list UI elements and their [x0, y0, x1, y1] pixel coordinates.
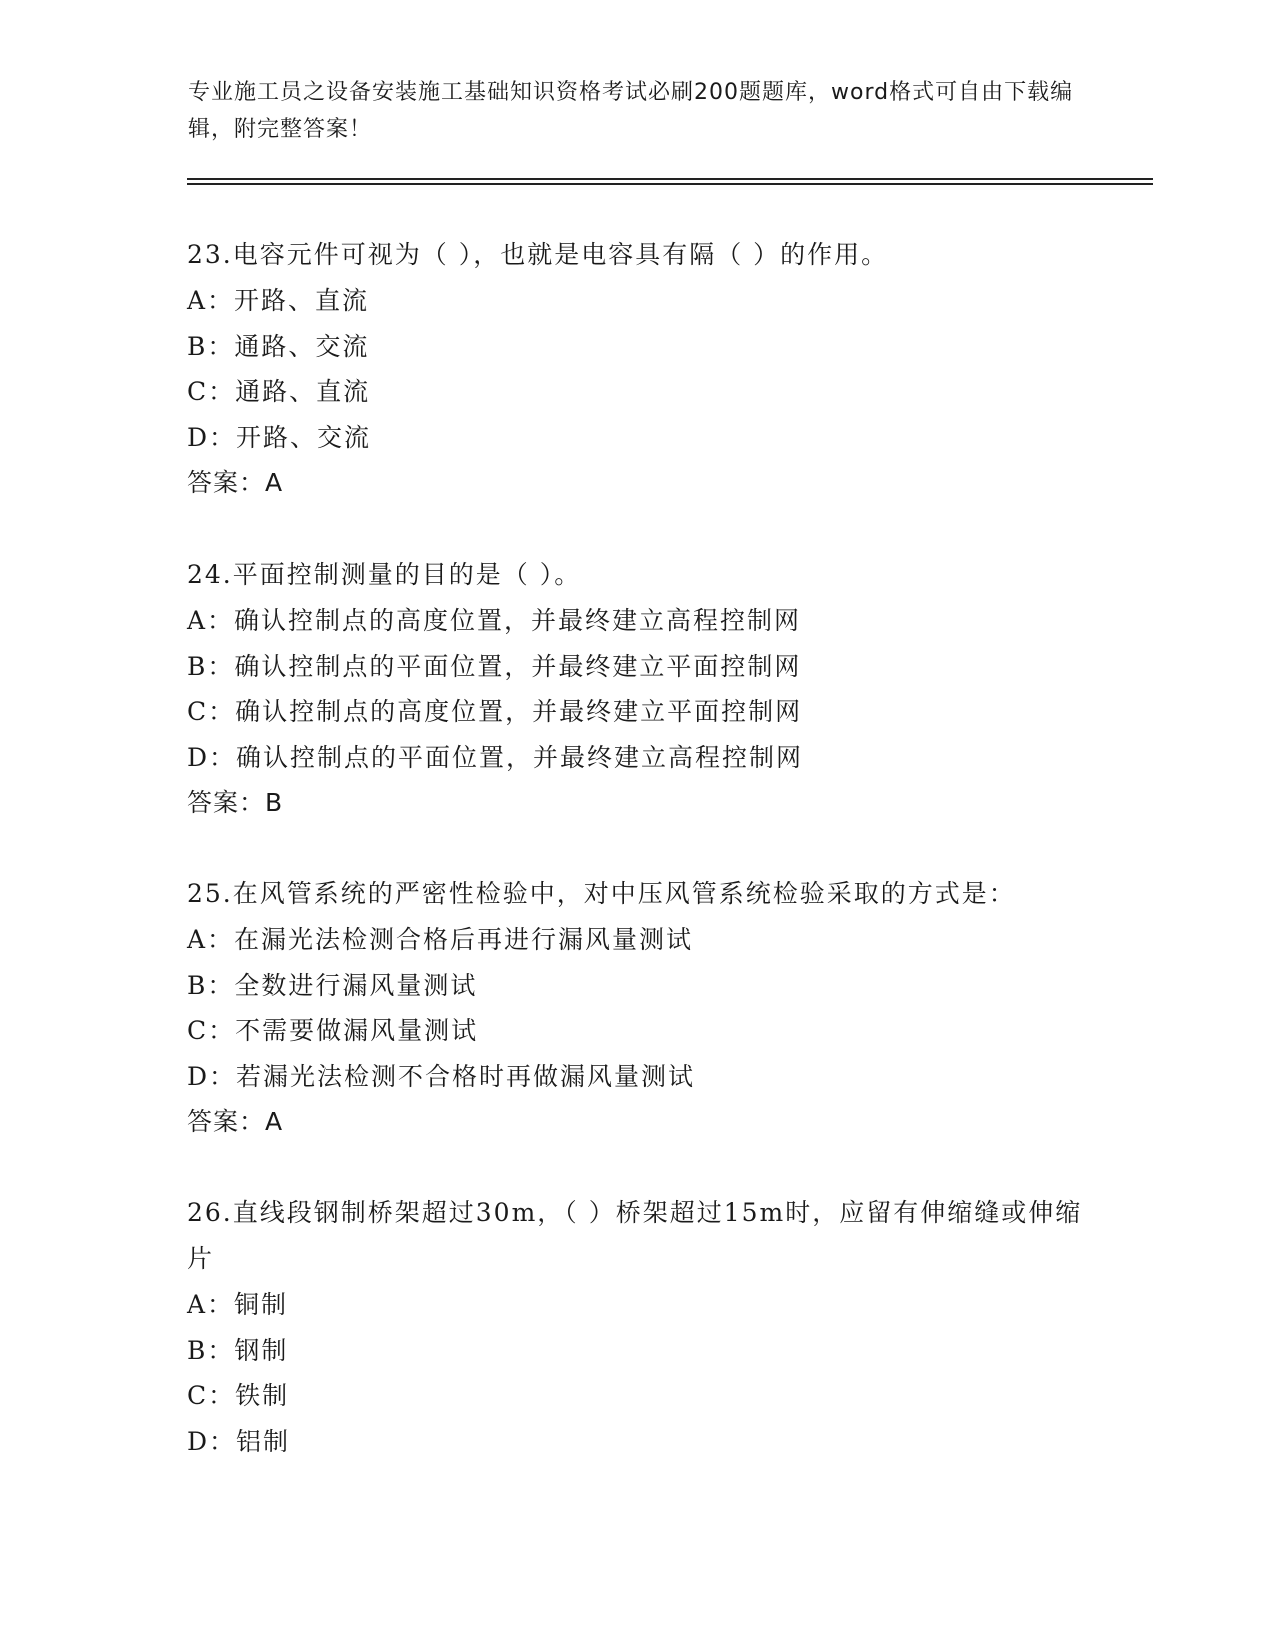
option-a: A：铜制 [187, 1290, 289, 1319]
option-c: C：不需要做漏风量测试 [187, 1016, 479, 1045]
option-d: D：若漏光法检测不合格时再做漏风量测试 [187, 1061, 696, 1091]
question-25 [187, 871, 1087, 1145]
question-26 [187, 1190, 1087, 1464]
answer: 答案：A [187, 468, 284, 497]
option-a: A：确认控制点的高度位置，并最终建立高程控制网 [187, 606, 802, 635]
option-b: B：通路、交流 [187, 331, 370, 361]
option-a: A：开路、直流 [187, 286, 370, 315]
option-b: B：钢制 [187, 1335, 289, 1365]
option-c: C：铁制 [187, 1381, 290, 1410]
option-c: C：通路、直流 [187, 377, 371, 406]
option-d: D：铝制 [187, 1426, 291, 1456]
option-b: B：确认控制点的平面位置，并最终建立平面控制网 [187, 651, 802, 681]
option-d: D：开路、交流 [187, 422, 372, 452]
question-24 [187, 552, 1087, 826]
question-title: 23.电容元件可视为（ ），也就是电容具有隔（ ）的作用。 [187, 240, 889, 269]
document-header: 专业施工员之设备安装施工基础知识资格考试必刷200题题库，word格式可自由下载编辑，附完整答案！ [188, 80, 1074, 142]
option-b: B：全数进行漏风量测试 [187, 970, 478, 1000]
header-divider-top [187, 178, 1153, 180]
question-title: 25.在风管系统的严密性检验中，对中压风管系统检验采取的方式是： [187, 879, 1016, 908]
option-d: D：确认控制点的平面位置，并最终建立高程控制网 [187, 742, 804, 772]
answer: 答案：B [187, 788, 284, 817]
option-c: C：确认控制点的高度位置，并最终建立平面控制网 [187, 697, 803, 726]
question-23 [187, 232, 1087, 506]
question-title: 26.直线段钢制桥架超过30m，（ ）桥架超过15m时，应留有伸缩缝或伸缩片 [187, 1198, 1083, 1273]
option-a: A：在漏光法检测合格后再进行漏风量测试 [187, 925, 694, 954]
question-title: 24.平面控制测量的目的是（ ）。 [187, 560, 582, 589]
answer: 答案：A [187, 1107, 284, 1136]
header-divider-bottom [187, 183, 1153, 185]
